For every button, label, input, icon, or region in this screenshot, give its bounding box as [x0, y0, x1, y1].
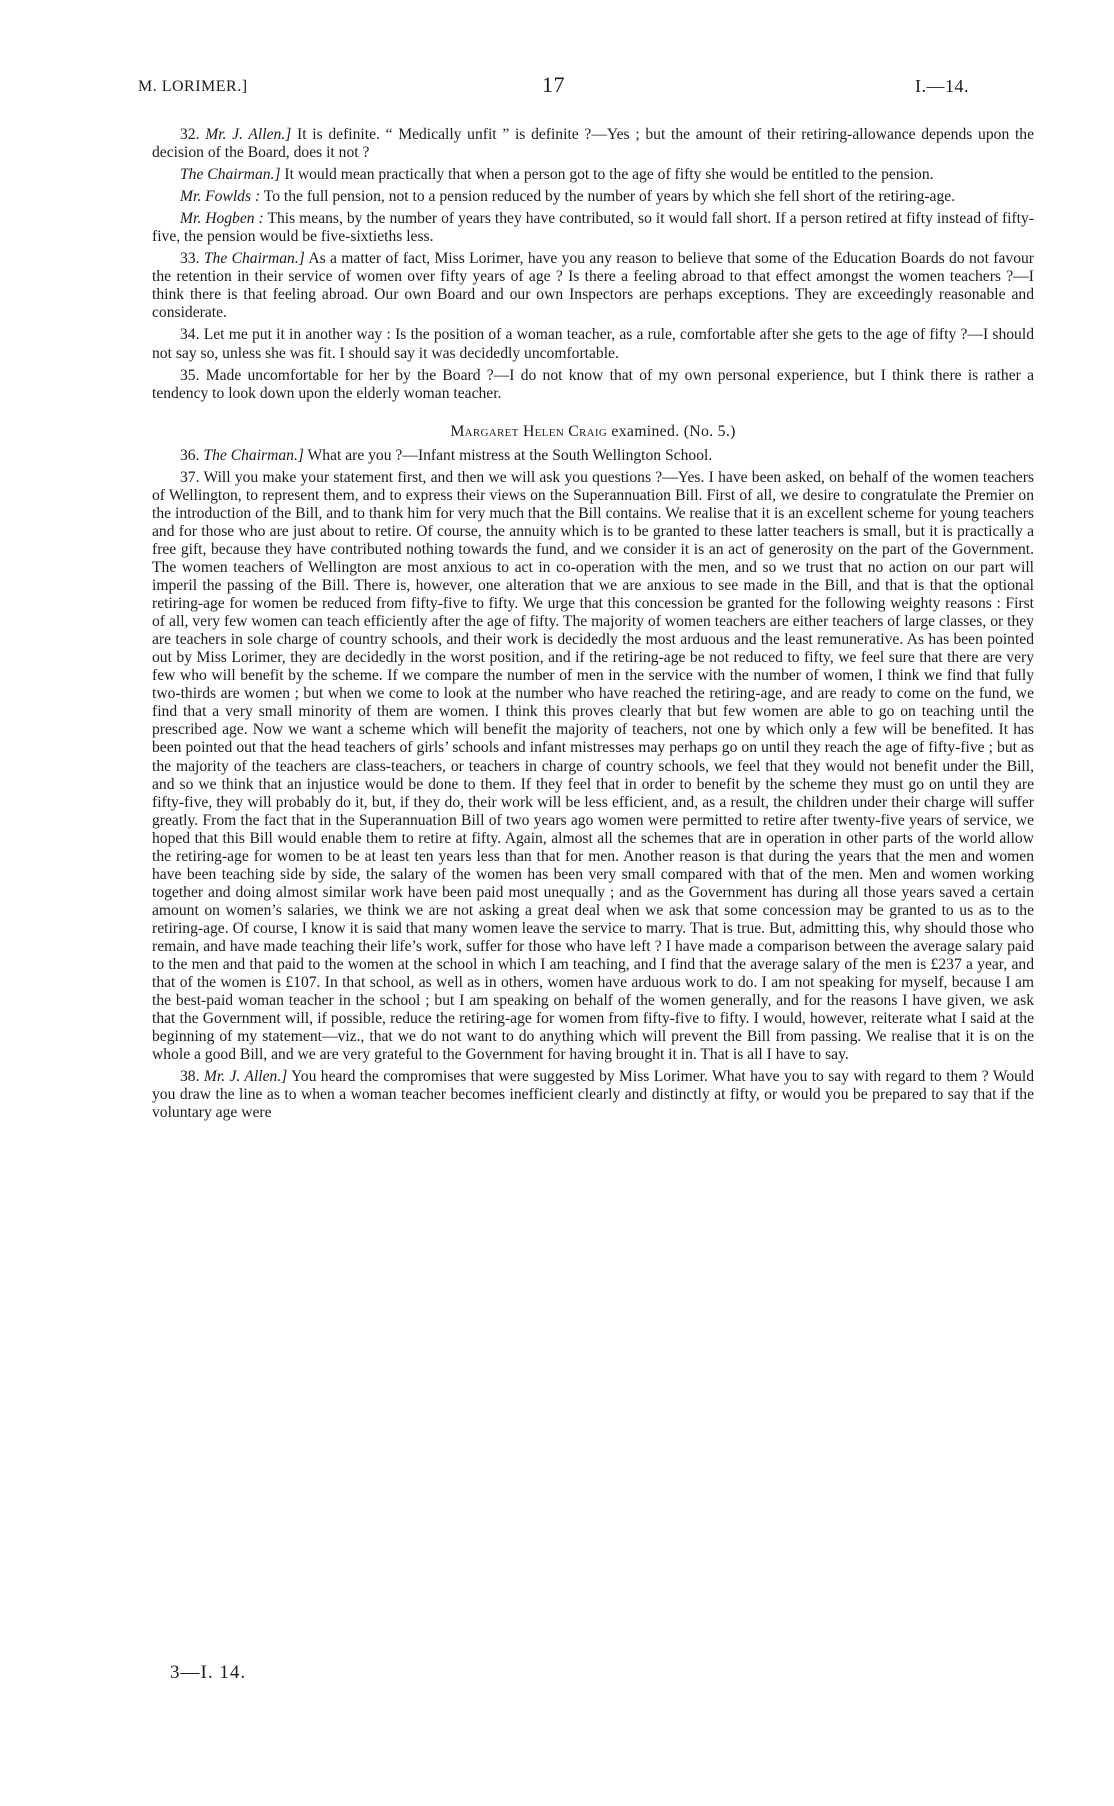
header-right-reference: I.—14. — [915, 76, 969, 96]
paragraph-33: 33. The Chairman.] As a matter of fact, Miss Lorimer, have you any reason to believe that some of the Education Boards do not favour the retention in their service of women over fifty years of age ? Is there a feeling abroad to that effect amongst the women teachers ?—I think there is that feeling abroad. Our own Board and our own Inspectors are perhaps exceptions. They are exceedingly reasonable and considerate. — [152, 250, 1034, 322]
page-number: 17 — [542, 72, 565, 97]
witness-name: Margaret Helen Craig — [450, 422, 608, 440]
paragraph-38: 38. Mr. J. Allen.] You heard the compromises that were suggested by Miss Lorimer. What have you to say with regard to them ? Would you draw the line as to when a woman teacher becomes inefficient clearly and distinctly at fifty, or would you be prepared to say that if the voluntary age were — [152, 1068, 1034, 1122]
witness-number: (No. 5.) — [683, 422, 736, 440]
paragraph-hogben: Mr. Hogben : This means, by the number of years they have contributed, so it would fall short. If a person retired at fifty instead of fifty-five, the pension would be five-sixtieths less. — [152, 210, 1034, 246]
speaker-label: Mr. J. Allen.] — [203, 1068, 288, 1086]
speaker-label: The Chairman.] — [180, 166, 281, 184]
paragraph-37: 37. Will you make your statement first, and then we will ask you questions ?—Yes. I have been asked, on behalf of the women teachers of Wellington, to represent them, and to express their views on the Superannuation Bill. First of all, we desire to congratulate the Premier on the introduction of the Bill, and to thank him for very much that the Bill contains. We realise that it is an excellent scheme for young teachers and for those who are just about to retire. Of course, the annuity which is to be granted to these latter teachers is small, but it is practically a free gift, because they have contributed nothing towards the fund, and we consider it is an act of generosity on the part of the Government. The women teachers of Wellington are most anxious to act in co-operation with the men, and so we trust that no action on our part will imperil the passing of the Bill. There is, however, one alteration that we are anxious to see made in the Bill, and that is that the optional retiring-age for women be reduced from fifty-five to fifty. We urge that this concession be granted for the following weighty reasons : First of all, very few women can teach efficiently after the age of fifty. The majority of women teachers are either teachers of large classes, or they are teachers in sole charge of country schools, and their work is decidedly the most arduous and the least remunerative. As has been pointed out by Miss Lorimer, they are decidedly in the worst position, and if the retiring-age be not reduced to fifty, we feel sure that there are very few who will benefit by the scheme. If we compare the number of men in the service with the number of women, I think we find that fully two-thirds are women ; but when we come to look at the number who have reached the retiring-age, and are ready to come on the fund, we find that a very small minority of them are women. I think this proves clearly that but few women are able to go on teaching until the prescribed age. Now we want a scheme which will benefit the majority of teachers, not one by which only a few will be benefited. It has been pointed out that the head teachers of girls’ schools and infant mistresses may perhaps go on until they reach the age of fifty-five ; but as the majority of the teachers are class-teachers, or teachers in charge of country schools, we feel that they would not benefit under the Bill, and so we think that an injustice would be done to them. If they feel that in order to benefit by the scheme they must go on until they are fifty-five, they will probably do it, but, if they do, their work will be less efficient, and, as a result, the children under their charge will suffer greatly. From the fact that in the Superannuation Bill of two years ago women were permitted to retire after twenty-five years of service, we hoped that this Bill would enable them to retire at fifty. Again, almost all the schemes that are in operation in other parts of the world allow the retiring-age for women to be at least ten years less than that for men. Another reason is that during the years that the men and women have been teaching side by side, the salary of the women has been very small compared with that of the men. Men and women working together and doing almost similar work have been paid most unequally ; and as the Government has during all those years saved a certain amount on women’s salaries, we think we are not asking a great deal when we ask that some concession may be granted to us as to the retiring-age. Of course, I know it is said that many women leave the service to marry. That is true. But, admitting this, why should those who remain, and have made teaching their life’s work, suffer for those who have left ? I have made a comparison between the average salary paid to the men and that paid to the women at the school in which I am teaching, and I find that the average salary of the men is £237 a year, and that of the women is £107. In that school, as well as in others, women have arduous work to do. I am not speaking for myself, because I am the best-paid woman teacher in the school ; but I am speaking on behalf of the women generally, and for the reasons I have given, we ask that the Government will, if possible, reduce the retiring-age for women from fifty-five to fifty. I would, however, reiterate what I said at the beginning of my statement—viz., that we do not want to do anything which will prevent the Bill from passing. We realise that it is on the whole a good Bill, and we are very grateful to the Government for having brought it in. That is all I have to say. — [152, 468, 1034, 1064]
document-body — [152, 126, 1034, 1126]
page-header — [138, 72, 969, 102]
page-footer-signature: 3—I. 14. — [170, 1662, 247, 1683]
paragraph-32: 32. Mr. J. Allen.] It is definite. “ Medically unfit ” is definite ?—Yes ; but the amount of their retiring-allowance depends upon the decision of the Board, does it not ? — [152, 126, 1035, 162]
paragraph-35: 35. Made uncomfortable for her by the Board ?—I do not know that of my own personal experience, but I think there is rather a tendency to look down upon the elderly woman teacher. — [152, 366, 1034, 402]
paragraph-fowlds: Mr. Fowlds : To the full pension, not to a pension reduced by the number of years by which she fell short of the retiring-age. — [180, 188, 956, 206]
paragraph-36: 36. The Chairman.] What are you ?—Infant mistress at the South Wellington School. — [180, 446, 713, 464]
header-left-running-title: M. LORIMER.] — [138, 78, 248, 95]
paragraph-chairman: The Chairman.] It would mean practically that when a person got to the age of fifty she would be entitled to the pension. — [180, 166, 934, 184]
speaker-label: Mr. Hogben : — [180, 210, 264, 228]
speaker-label: Mr. J. Allen.] — [205, 126, 292, 143]
speaker-label: Mr. Fowlds : — [180, 188, 261, 206]
speaker-label: The Chairman.] — [203, 446, 304, 464]
section-heading: Margaret Helen Craig examined. (No. 5.) — [450, 422, 736, 440]
paragraph-34: 34. Let me put it in another way : Is the position of a woman teacher, as a rule, comfortable after she gets to the age of fifty ?—I should not say so, unless she was fit. I should say it was decidedly uncomfortable. — [152, 326, 1034, 362]
speaker-label: The Chairman.] — [203, 250, 305, 268]
